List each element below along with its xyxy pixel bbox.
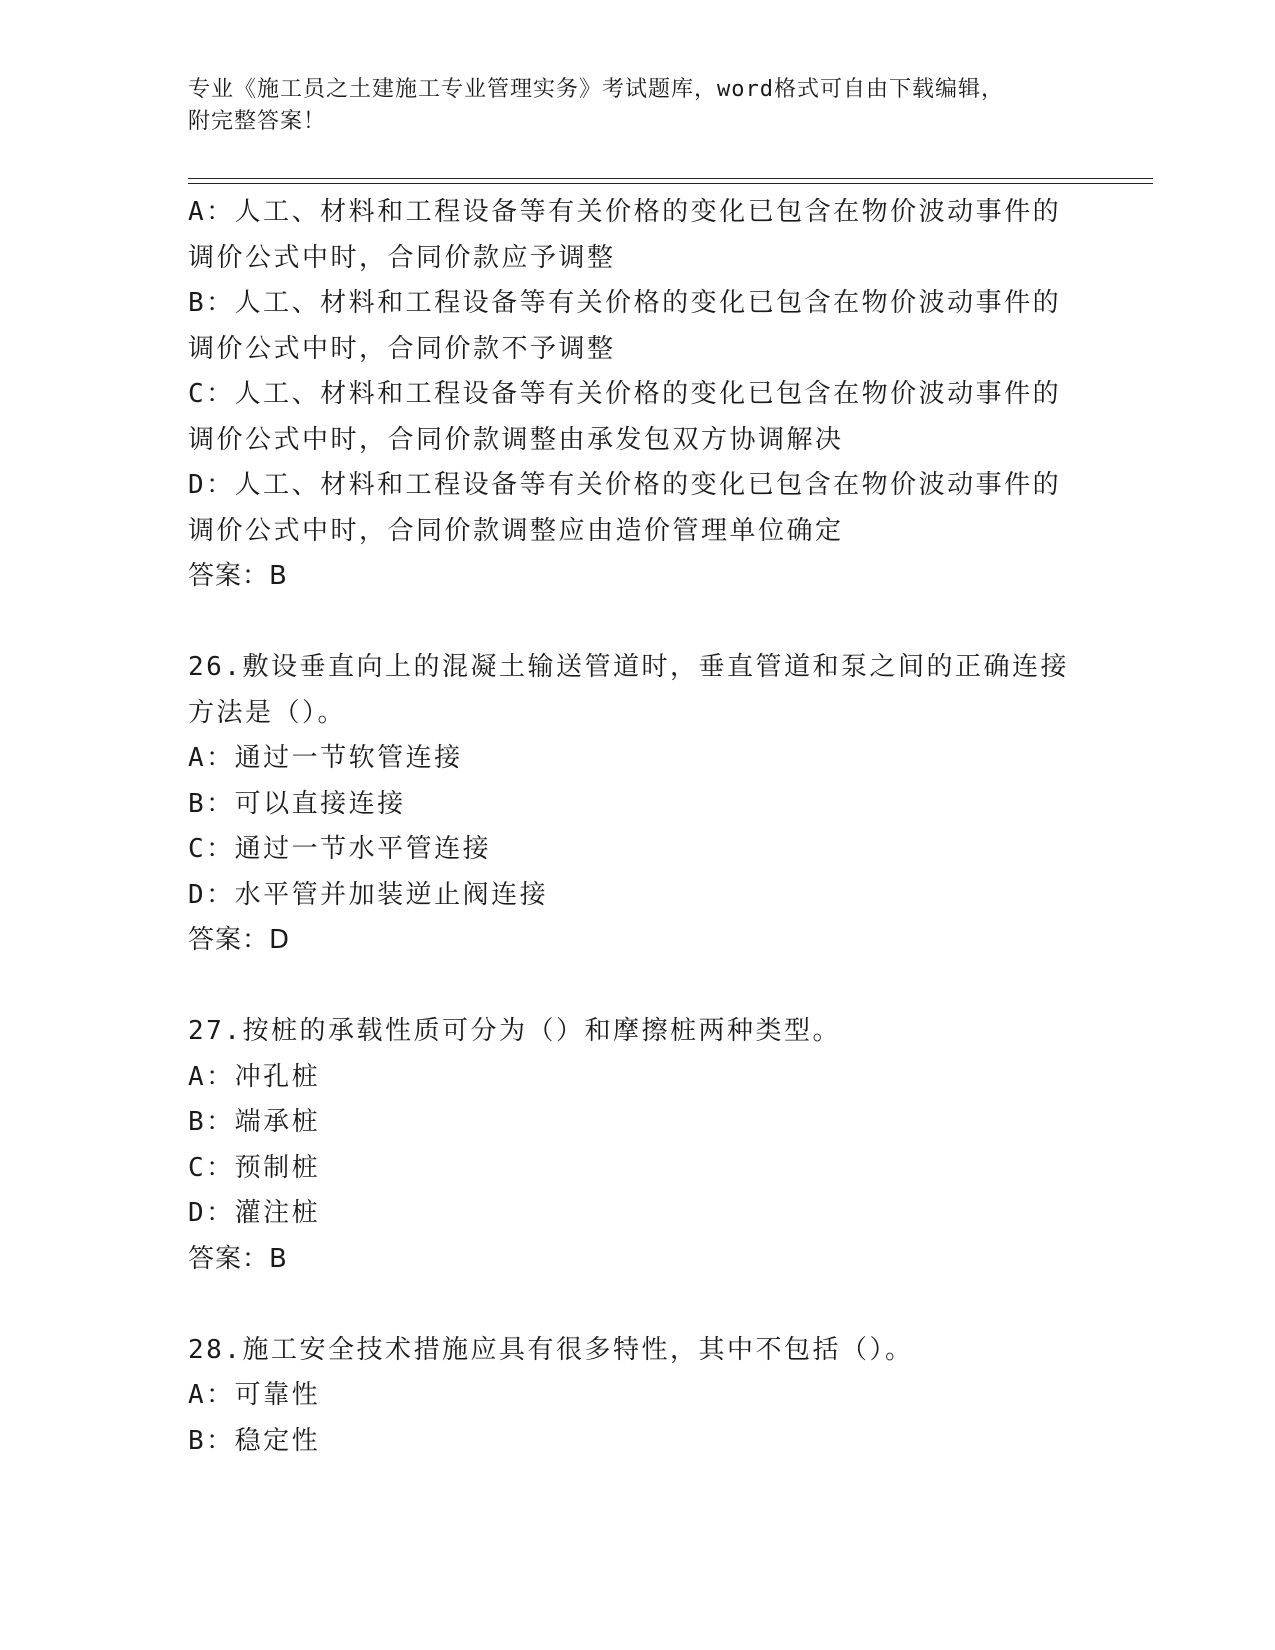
- answer-25: 答案：B: [188, 561, 288, 591]
- spacer: [188, 1282, 1108, 1328]
- question-26-stem-line-1: 26.敷设垂直向上的混凝土输送管道时，垂直管道和泵之间的正确连接: [188, 652, 1069, 682]
- question-27-stem: 27.按桩的承载性质可分为（）和摩擦桩两种类型。: [188, 1016, 841, 1046]
- option-b-line-1: B：人工、材料和工程设备等有关价格的变化已包含在物价波动事件的: [188, 288, 1062, 318]
- question-26: [188, 645, 1108, 964]
- answer-27: 答案：B: [188, 1243, 288, 1274]
- option-d-line-2: 调价公式中时，合同价款调整应由造价管理单位确定: [188, 515, 844, 546]
- header-line-1: 专业《施工员之土建施工专业管理实务》考试题库，word格式可自由下载编辑，: [188, 77, 1004, 102]
- spacer: [188, 600, 1108, 646]
- option-c: C：预制桩: [188, 1152, 321, 1183]
- option-b: B：可以直接连接: [188, 788, 406, 819]
- question-28-stem: 28.施工安全技术措施应具有很多特性，其中不包括（）。: [188, 1334, 914, 1365]
- option-c-line-1: C：人工、材料和工程设备等有关价格的变化已包含在物价波动事件的: [188, 379, 1062, 409]
- option-a: A：通过一节软管连接: [188, 743, 463, 773]
- question-28: [188, 1328, 1108, 1465]
- option-b-line-2: 调价公式中时，合同价款不予调整: [188, 333, 616, 364]
- header-line-2: 附完整答案！: [188, 109, 327, 134]
- document-header: [188, 74, 1088, 138]
- option-a-line-1: A：人工、材料和工程设备等有关价格的变化已包含在物价波动事件的: [188, 197, 1062, 227]
- header-divider-bottom: [188, 183, 1153, 184]
- question-26-stem-line-2: 方法是（）。: [188, 697, 347, 728]
- answer-26: 答案：D: [188, 925, 291, 955]
- header-divider-top: [188, 178, 1153, 179]
- option-c: C：通过一节水平管连接: [188, 834, 492, 864]
- spacer: [188, 964, 1108, 1010]
- question-25-options: [188, 190, 1108, 600]
- option-d: D：水平管并加装逆止阀连接: [188, 879, 549, 910]
- option-b: B：稳定性: [188, 1425, 321, 1456]
- question-27: [188, 1009, 1108, 1282]
- option-a: A：可靠性: [188, 1380, 321, 1410]
- option-d: D：灌注桩: [188, 1198, 321, 1228]
- option-d-line-1: D：人工、材料和工程设备等有关价格的变化已包含在物价波动事件的: [188, 470, 1062, 500]
- option-b: B：端承桩: [188, 1107, 321, 1137]
- option-a-line-2: 调价公式中时，合同价款应予调整: [188, 242, 616, 273]
- question-list: [188, 190, 1108, 1464]
- option-c-line-2: 调价公式中时，合同价款调整由承发包双方协调解决: [188, 424, 844, 455]
- option-a: A：冲孔桩: [188, 1061, 321, 1092]
